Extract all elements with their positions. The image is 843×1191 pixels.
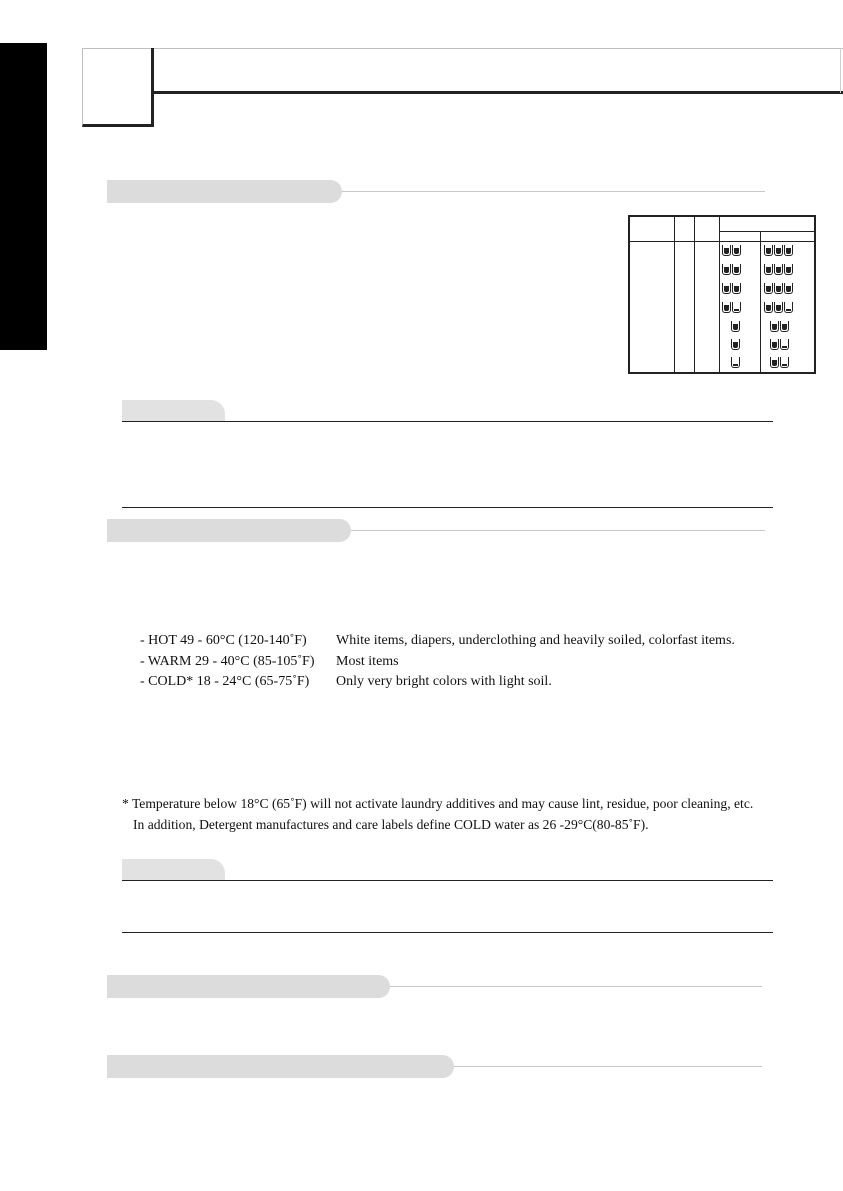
header-right-edge <box>840 48 841 93</box>
tub-icon <box>774 302 783 313</box>
note-bottom-rule-2 <box>122 932 773 933</box>
tub-icon <box>732 245 741 256</box>
note-top-rule-2 <box>122 880 773 881</box>
tub-icon <box>732 283 741 294</box>
chapter-edge-tab <box>0 43 47 350</box>
tub-icon <box>770 357 779 368</box>
tub-icon <box>784 245 793 256</box>
tub-icon-row <box>764 302 794 316</box>
tub-icon-row <box>764 245 794 259</box>
temp-description-cold: Only very bright colors with light soil. <box>336 674 552 689</box>
tub-icon <box>764 302 773 313</box>
header-frame <box>82 48 843 127</box>
tub-icon <box>722 264 731 275</box>
temp-setting-cold: - COLD* 18 - 24°C (65-75˚F) <box>140 674 310 689</box>
tub-icon <box>722 283 731 294</box>
tub-icon <box>722 245 731 256</box>
tub-icon <box>732 264 741 275</box>
temp-setting-warm: - WARM 29 - 40°C (85-105˚F) <box>140 654 315 669</box>
section-rule-1 <box>342 191 765 192</box>
footnote-line-1: * Temperature below 18°C (65˚F) will not activate laundry additives and may cause lint, residue, poor cleaning, etc. <box>122 796 754 811</box>
tub-icon-row <box>722 283 742 297</box>
tub-icon-row <box>770 357 790 371</box>
tub-icon <box>770 321 779 332</box>
tub-icon-row <box>770 321 790 335</box>
tub-icon <box>784 264 793 275</box>
tub-icon <box>784 283 793 294</box>
section-heading-bar-4 <box>107 1055 454 1078</box>
tub-icon <box>774 245 783 256</box>
tub-icon <box>722 302 731 313</box>
tub-icon <box>770 339 779 350</box>
tub-icon <box>731 339 740 350</box>
tub-icon <box>731 357 740 368</box>
note-bottom-rule-1 <box>122 507 773 508</box>
tub-icon-row <box>722 245 742 259</box>
tub-icon-row <box>731 357 741 371</box>
note-tab-2 <box>122 859 225 881</box>
header-rule <box>152 91 843 94</box>
temp-description-hot: White items, diapers, underclothing and heavily soiled, colorfast items. <box>336 633 735 648</box>
temp-description-warm: Most items <box>336 654 399 669</box>
tub-icon-row <box>731 339 741 353</box>
tub-icon-row <box>722 264 742 278</box>
tub-icon <box>764 245 773 256</box>
tub-icon-row <box>764 264 794 278</box>
tub-icon-row <box>722 302 742 316</box>
tub-icon <box>774 283 783 294</box>
tub-icon <box>780 321 789 332</box>
tub-icon <box>784 302 793 313</box>
tub-icon <box>780 357 789 368</box>
footnote-line-2: In addition, Detergent manufactures and care labels define COLD water as 26 -29°C(80-85˚F). <box>133 817 649 832</box>
temp-setting-hot: - HOT 49 - 60°C (120-140˚F) <box>140 633 307 648</box>
tub-icon <box>732 302 741 313</box>
water-level-symbol-table <box>628 215 816 374</box>
tub-icon <box>764 283 773 294</box>
note-top-rule-1 <box>122 421 773 422</box>
header-corner-box <box>82 48 154 127</box>
section-rule-3 <box>390 986 762 987</box>
section-rule-2 <box>351 530 765 531</box>
section-rule-4 <box>454 1066 762 1067</box>
tub-icon <box>731 321 740 332</box>
tub-icon <box>764 264 773 275</box>
tub-icon <box>780 339 789 350</box>
note-tab-1 <box>122 400 225 422</box>
section-heading-bar-3 <box>107 975 390 998</box>
tub-icon-row <box>764 283 794 297</box>
section-heading-bar-1 <box>107 180 342 203</box>
tub-icon-row <box>770 339 790 353</box>
section-heading-bar-2 <box>107 519 351 542</box>
tub-icon <box>774 264 783 275</box>
tub-icon-row <box>731 321 741 335</box>
